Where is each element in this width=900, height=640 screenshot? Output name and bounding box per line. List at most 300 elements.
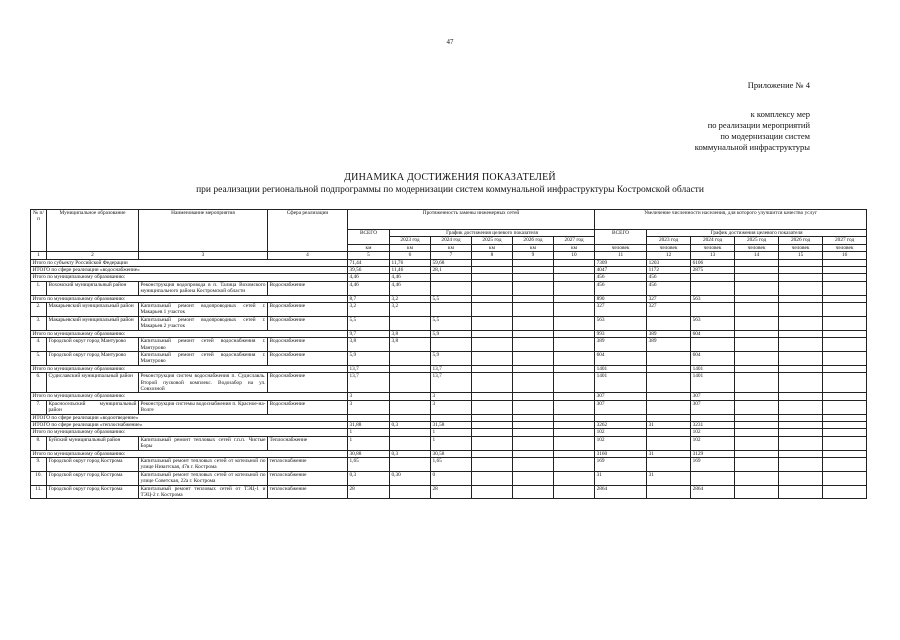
row-value: 4,46 — [348, 281, 390, 295]
row-value — [513, 485, 554, 499]
row-value: 0,3 — [390, 450, 431, 457]
row-value — [554, 316, 595, 330]
row-value: 5,5 — [431, 316, 472, 330]
row-measure: Капитальный ремонт сетей водоснабжения г. Мантурово — [140, 351, 266, 365]
header-unit: км — [390, 244, 431, 251]
row-municipality: Вохомский муниципальный район — [47, 281, 139, 295]
appendix-line-1: к комплексу мер — [750, 109, 810, 119]
row-value — [779, 436, 823, 450]
row-sphere: Теплоснабжение — [268, 436, 348, 450]
row-sphere: теплоснабжение — [268, 458, 348, 472]
row-number: 11. — [31, 485, 47, 499]
row-value — [779, 259, 823, 266]
row-value: 39,56 — [348, 267, 390, 274]
row-value — [390, 429, 431, 436]
row-value: 3 — [431, 400, 472, 414]
row-value — [554, 400, 595, 414]
row-value — [647, 351, 691, 365]
row-value: 4,46 — [348, 274, 390, 281]
row-value — [691, 274, 735, 281]
row-value — [647, 436, 691, 450]
row-value: 13,7 — [348, 373, 390, 393]
column-number: 6 — [390, 252, 431, 259]
row-label: ИТОГО по сфере реализации «водоснабжение» — [31, 267, 348, 274]
row-value — [431, 303, 472, 317]
row-measure: Реконструкция системы водоснабжения п. Красное-на-Волге — [140, 400, 266, 414]
row-measure: Капитальный ремонт тепловых сетей от ТЭЦ-1 и ТЭЦ-2 г. Кострома — [140, 485, 266, 499]
row-value — [513, 267, 554, 274]
table-row — [31, 373, 867, 393]
row-value — [823, 400, 867, 414]
header-unit: человек — [823, 244, 867, 251]
row-value — [390, 414, 431, 421]
row-value — [735, 274, 779, 281]
row-municipality: Макарьевский муниципальный район — [47, 303, 139, 317]
row-value: 1 — [431, 429, 472, 436]
header-measure: Наименование мероприятия — [139, 210, 268, 252]
row-value — [554, 436, 595, 450]
row-value — [647, 316, 691, 330]
row-value — [472, 373, 513, 393]
row-value — [647, 393, 691, 400]
row-value: 1401 — [691, 365, 735, 372]
row-value — [779, 267, 823, 274]
row-value: 102 — [691, 429, 735, 436]
header-sphere: Сфера реализации — [268, 210, 348, 252]
row-value — [735, 303, 779, 317]
column-number: 7 — [431, 252, 472, 259]
table-row — [31, 458, 867, 472]
column-number: 14 — [735, 252, 779, 259]
row-value — [779, 421, 823, 428]
row-value — [472, 414, 513, 421]
row-value: 4,46 — [390, 281, 431, 295]
row-value: 890 — [595, 295, 647, 302]
row-value — [554, 485, 595, 499]
row-value: 389 — [595, 338, 647, 352]
row-number: 2. — [31, 303, 47, 317]
row-value: 28 — [431, 485, 472, 499]
row-value — [735, 450, 779, 457]
row-value — [823, 303, 867, 317]
header-num: № п/п — [31, 210, 47, 252]
row-value — [513, 458, 554, 472]
row-value — [390, 458, 431, 472]
row-value — [513, 421, 554, 428]
row-measure: Капитальный ремонт тепловых сетей от котельной по улице Никитская, 47в г. Кострома — [140, 458, 266, 471]
row-value — [472, 351, 513, 365]
header-unit: человек — [647, 244, 691, 251]
row-value: 993 — [595, 330, 647, 337]
row-value: 2875 — [691, 267, 735, 274]
row-value: 1401 — [595, 365, 647, 372]
row-value — [735, 429, 779, 436]
row-value — [823, 450, 867, 457]
row-value — [691, 414, 735, 421]
row-value — [823, 316, 867, 330]
row-municipality: Городской округ город Мантурово — [47, 351, 139, 365]
row-value — [513, 274, 554, 281]
row-value — [554, 393, 595, 400]
table-row — [31, 316, 867, 330]
row-measure: Реконструкция систем водоснабжения п. Судиславль. Второй пусковой комплекс. Водозабор на ул. Совхозной — [140, 373, 266, 392]
row-value: 4,46 — [390, 274, 431, 281]
row-value — [823, 393, 867, 400]
appendix-line-2: по реализации мероприятий — [707, 120, 810, 130]
row-measure: Капитальный ремонт тепловых сетей г.п.п. Чистые Боры — [140, 436, 266, 450]
row-value: 563 — [691, 295, 735, 302]
row-value: 9,7 — [348, 330, 390, 337]
header-network-schedule: График достижения целевого показателя — [390, 230, 595, 237]
row-value — [513, 259, 554, 266]
row-measure: Капитальный ремонт водопроводных сетей г. Макарьев 1 участок — [140, 303, 266, 316]
document-title — [0, 172, 900, 196]
row-value: 5,5 — [431, 295, 472, 302]
row-value: 31,88 — [348, 421, 390, 428]
row-value — [735, 295, 779, 302]
row-value: 0,3 — [348, 471, 390, 485]
header-unit: км — [348, 244, 390, 251]
row-value: 3,8 — [348, 338, 390, 352]
row-value: 456 — [595, 274, 647, 281]
row-value: 307 — [595, 400, 647, 414]
row-value — [735, 485, 779, 499]
row-label: ИТОГО по сфере реализации «теплоснабжение» — [31, 421, 348, 428]
row-sphere: теплоснабжение — [268, 471, 348, 485]
row-municipality: Буйский муниципальный район — [47, 436, 139, 450]
table-row — [31, 351, 867, 365]
column-number: 8 — [472, 252, 513, 259]
row-value: 31 — [647, 421, 691, 428]
row-value: 3129 — [691, 450, 735, 457]
row-value: 3,2 — [348, 303, 390, 317]
row-value: 456 — [647, 274, 691, 281]
row-value — [554, 351, 595, 365]
row-value — [472, 429, 513, 436]
header-year: 2023 год — [647, 237, 691, 244]
row-value — [779, 295, 823, 302]
row-value — [554, 338, 595, 352]
row-value — [735, 267, 779, 274]
row-value — [779, 458, 823, 472]
row-value — [779, 450, 823, 457]
row-value: 13,7 — [431, 365, 472, 372]
column-number: 10 — [554, 252, 595, 259]
row-value — [472, 259, 513, 266]
row-value — [647, 429, 691, 436]
table-row — [31, 281, 867, 295]
row-value: 102 — [595, 436, 647, 450]
row-value — [513, 330, 554, 337]
row-value: 1 — [348, 436, 390, 450]
row-value — [472, 365, 513, 372]
row-value: 28 — [348, 485, 390, 499]
row-value — [390, 316, 431, 330]
header-year: 2026 год — [513, 237, 554, 244]
row-value — [823, 429, 867, 436]
row-value: 0,3 — [390, 421, 431, 428]
row-value — [513, 414, 554, 421]
row-value — [735, 414, 779, 421]
row-value — [823, 274, 867, 281]
row-value — [513, 303, 554, 317]
row-value: 1 — [348, 429, 390, 436]
row-sphere: Водоснабжение — [268, 281, 348, 295]
appendix-title: Приложение № 4 — [747, 80, 810, 90]
row-number: 3. — [31, 316, 47, 330]
header-population-total: ВСЕГО — [595, 230, 647, 245]
header-unit: км — [554, 244, 595, 251]
row-value: 307 — [595, 393, 647, 400]
header-municipality: Муниципальное образование — [47, 210, 139, 252]
table-row-subtotal — [31, 393, 867, 400]
row-value — [691, 338, 735, 352]
table-row — [31, 485, 867, 499]
row-number: 9. — [31, 458, 47, 472]
column-number: 13 — [691, 252, 735, 259]
row-value — [779, 274, 823, 281]
row-value — [472, 400, 513, 414]
table-row-subtotal — [31, 259, 867, 266]
row-value — [554, 274, 595, 281]
header-unit: человек — [691, 244, 735, 251]
row-municipality: Городской округ город Кострома — [47, 485, 139, 499]
row-value — [823, 421, 867, 428]
row-value — [431, 414, 472, 421]
row-value: 563 — [595, 316, 647, 330]
row-value: 5,9 — [348, 351, 390, 365]
row-value — [735, 458, 779, 472]
row-value — [735, 365, 779, 372]
row-value — [779, 373, 823, 393]
table-row — [31, 471, 867, 485]
document-title-main: ДИНАМИКА ДОСТИЖЕНИЯ ПОКАЗАТЕЛЕЙ — [344, 172, 556, 183]
row-value: 5,9 — [431, 330, 472, 337]
header-unit: человек — [779, 244, 823, 251]
row-value — [735, 421, 779, 428]
row-value — [735, 316, 779, 330]
row-value: 307 — [691, 400, 735, 414]
row-value — [390, 373, 431, 393]
table-row-subtotal — [31, 274, 867, 281]
row-value — [513, 373, 554, 393]
row-value — [472, 303, 513, 317]
row-number: 1. — [31, 281, 47, 295]
row-value: 30,58 — [431, 450, 472, 457]
row-value — [554, 471, 595, 485]
row-value — [390, 400, 431, 414]
row-value: 6106 — [691, 259, 735, 266]
table-row — [31, 436, 867, 450]
row-value: 2864 — [595, 485, 647, 499]
row-value: 604 — [691, 351, 735, 365]
row-label: Итого по муниципальному образованию: — [31, 429, 348, 436]
header-unit: человек — [735, 244, 779, 251]
row-value — [823, 351, 867, 365]
header-year: 2027 год — [823, 237, 867, 244]
row-value — [472, 421, 513, 428]
row-value — [513, 393, 554, 400]
row-value — [513, 316, 554, 330]
row-value — [779, 414, 823, 421]
header-unit: человек — [595, 244, 647, 251]
row-value — [779, 400, 823, 414]
row-value: 1203 — [647, 259, 691, 266]
row-value: 169 — [595, 458, 647, 472]
row-label: Итого по муниципальному образованию: — [31, 393, 348, 400]
row-value — [431, 281, 472, 295]
row-value: 0 — [431, 471, 472, 485]
column-number: 15 — [779, 252, 823, 259]
row-label: Итого по муниципальному образованию: — [31, 295, 348, 302]
row-value: 0,30 — [390, 471, 431, 485]
row-value: 1,65 — [431, 458, 472, 472]
row-value: 30,88 — [348, 450, 390, 457]
row-value — [554, 295, 595, 302]
row-value — [735, 393, 779, 400]
row-sphere: Водоснабжение — [268, 316, 348, 330]
row-value — [390, 393, 431, 400]
row-value — [390, 436, 431, 450]
row-value — [472, 436, 513, 450]
header-year: 2025 год — [735, 237, 779, 244]
row-value — [823, 373, 867, 393]
row-label: Итого по муниципальному образованию: — [31, 274, 348, 281]
row-value — [513, 400, 554, 414]
row-measure: Реконструкция водопровода в п. Талица Вохомского муниципального района Костромской области — [140, 281, 266, 295]
row-value: 327 — [647, 295, 691, 302]
row-value: 3,8 — [390, 338, 431, 352]
row-value — [779, 338, 823, 352]
row-value: 31 — [647, 471, 691, 485]
row-value — [691, 303, 735, 317]
row-value — [472, 338, 513, 352]
row-value — [779, 471, 823, 485]
header-year: 2024 год — [691, 237, 735, 244]
header-year: 2026 год — [779, 237, 823, 244]
row-value: 1,65 — [348, 458, 390, 472]
row-value — [554, 267, 595, 274]
header-unit: км — [513, 244, 554, 251]
row-value: 31 — [595, 471, 647, 485]
row-municipality: Судиславский муниципальный район — [47, 373, 139, 393]
table-row-subtotal — [31, 429, 867, 436]
row-value — [472, 458, 513, 472]
column-number: 9 — [513, 252, 554, 259]
row-value — [513, 429, 554, 436]
row-value — [647, 373, 691, 393]
row-label: Итого по муниципальному образованию: — [31, 330, 348, 337]
table-row-subtotal — [31, 330, 867, 337]
row-value — [735, 338, 779, 352]
row-value: 3 — [348, 393, 390, 400]
row-value — [431, 338, 472, 352]
row-value — [513, 365, 554, 372]
row-value — [823, 281, 867, 295]
row-value — [779, 316, 823, 330]
row-number: 8. — [31, 436, 47, 450]
header-unit: км — [431, 244, 472, 251]
row-value — [735, 400, 779, 414]
row-value — [472, 393, 513, 400]
row-value — [472, 450, 513, 457]
row-sphere: Водоснабжение — [268, 338, 348, 352]
row-value: 389 — [647, 338, 691, 352]
row-label: Итого по субъекту Российской Федерации — [31, 259, 348, 266]
row-value: 604 — [595, 351, 647, 365]
column-number: 3 — [139, 252, 268, 259]
indicators-table — [30, 209, 867, 499]
column-number: 12 — [647, 252, 691, 259]
row-value — [472, 316, 513, 330]
row-municipality: Красносельский муниципальный район — [48, 400, 137, 414]
row-value — [779, 303, 823, 317]
row-value — [472, 274, 513, 281]
row-value — [390, 485, 431, 499]
row-municipality: Городской округ город Кострома — [47, 471, 139, 485]
row-value: 3231 — [691, 421, 735, 428]
row-value: 3160 — [595, 450, 647, 457]
row-measure: Капитальный ремонт тепловых сетей от котельной по улице Советская, 22а г. Кострома — [140, 471, 266, 485]
row-value — [823, 365, 867, 372]
header-network-group: Протяженность замены инженерных сетей — [348, 210, 595, 230]
row-value — [472, 330, 513, 337]
table-row-subtotal — [31, 295, 867, 302]
row-value — [513, 295, 554, 302]
row-value — [823, 259, 867, 266]
row-value — [348, 414, 390, 421]
row-value — [554, 281, 595, 295]
row-value: 1401 — [691, 373, 735, 393]
row-value: 5,9 — [431, 351, 472, 365]
row-value: 1 — [431, 436, 472, 450]
row-sphere: Водоснабжение — [268, 351, 348, 365]
row-value: 13,7 — [348, 365, 390, 372]
appendix-header — [695, 80, 810, 153]
row-value: 307 — [691, 393, 735, 400]
row-value: 389 — [647, 330, 691, 337]
row-value: 7309 — [595, 259, 647, 266]
row-value — [647, 458, 691, 472]
row-value: 3,2 — [390, 295, 431, 302]
row-value: 169 — [691, 458, 735, 472]
row-value — [513, 338, 554, 352]
row-value: 3,2 — [390, 303, 431, 317]
row-value — [390, 351, 431, 365]
row-value — [735, 436, 779, 450]
table-row-subtotal — [31, 414, 867, 421]
document-title-sub: при реализации региональной подпрограммы по модернизации систем коммунальной инфраструктуры Костромской области — [196, 185, 704, 195]
row-value — [472, 295, 513, 302]
row-value: 102 — [691, 436, 735, 450]
row-value — [691, 471, 735, 485]
row-value — [823, 338, 867, 352]
table-row-subtotal — [31, 365, 867, 372]
row-sphere: Водоснабжение — [268, 373, 348, 393]
row-number: 6. — [31, 373, 47, 393]
column-number: 11 — [595, 252, 647, 259]
row-value — [735, 281, 779, 295]
table-row — [31, 303, 867, 317]
row-value — [647, 365, 691, 372]
header-unit: км — [472, 244, 513, 251]
row-value: 11,46 — [390, 267, 431, 274]
row-value — [513, 450, 554, 457]
row-sphere: Водоснабжение — [268, 303, 348, 317]
row-value: 102 — [595, 429, 647, 436]
row-value — [779, 365, 823, 372]
row-measure: Капитальный ремонт сетей водоснабжения г. Мантурово — [140, 338, 266, 351]
